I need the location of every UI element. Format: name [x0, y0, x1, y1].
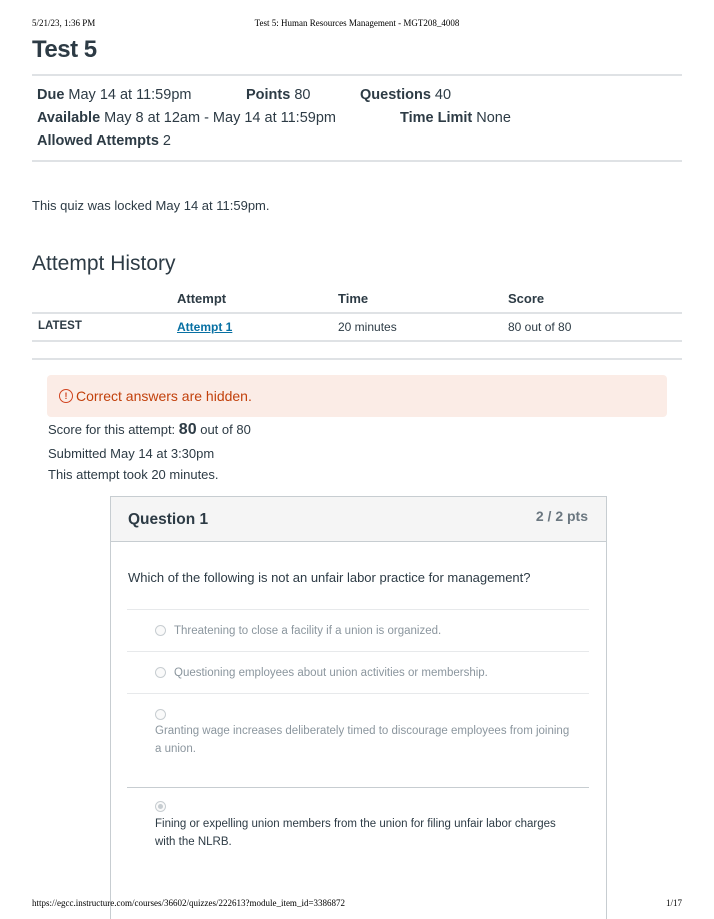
- time-cell: 20 minutes: [338, 320, 397, 334]
- available-label: Available: [37, 110, 101, 126]
- points-value: 80: [294, 87, 311, 103]
- questions-label: Questions: [360, 87, 431, 103]
- table-end-divider: [32, 358, 682, 360]
- table-header-divider: [32, 312, 682, 314]
- locked-message: This quiz was locked May 14 at 11:59pm.: [32, 198, 270, 213]
- print-footer: [32, 898, 682, 912]
- alert-text: Correct answers are hidden.: [76, 388, 252, 404]
- attempt-duration: This attempt took 20 minutes.: [48, 467, 219, 482]
- due-label: Due: [37, 87, 65, 103]
- quiz-title: Test 5: [32, 36, 97, 63]
- question-points: 2 / 2 pts: [535, 508, 588, 524]
- attempt-history-heading: Attempt History: [32, 252, 176, 275]
- question-header: [111, 497, 606, 542]
- details-divider: [32, 160, 682, 162]
- answer-text: Threatening to close a facility if a union is organized.: [174, 625, 442, 637]
- availability: [37, 110, 336, 126]
- answer-divider: [127, 651, 589, 652]
- hidden-answers-alert: [47, 375, 667, 417]
- answer-radio-selected: [155, 801, 166, 812]
- time-limit-value: None: [476, 110, 511, 126]
- print-url: https://egcc.instructure.com/courses/36602/quizzes/222613?module_item_id=3386872: [32, 898, 346, 908]
- answer-radio: [155, 709, 166, 720]
- submitted-time: Submitted May 14 at 3:30pm: [48, 446, 215, 461]
- answer-radio: [155, 667, 166, 678]
- warning-circle-icon: !: [59, 389, 73, 403]
- question-title: Question 1: [128, 511, 209, 528]
- due-date: [37, 87, 191, 103]
- answer-radio: [155, 625, 166, 636]
- allowed-attempts: [37, 133, 171, 149]
- points: [246, 87, 310, 103]
- answer-text: Granting wage increases deliberately timed to discourage employees from joining a union.: [155, 725, 570, 755]
- attempts-value: 2: [162, 133, 171, 149]
- questions-count: [360, 87, 451, 103]
- answer-divider: [127, 609, 589, 610]
- latest-tag: LATEST: [38, 320, 82, 332]
- score-suffix: out of 80: [200, 422, 251, 437]
- column-header-score: Score: [508, 291, 545, 306]
- question-card: [110, 496, 607, 919]
- time-limit-label: Time Limit: [400, 110, 473, 126]
- column-header-time: Time: [338, 291, 369, 306]
- answer-divider: [127, 693, 589, 694]
- column-header-attempt: Attempt: [177, 291, 227, 306]
- score-cell: 80 out of 80: [508, 320, 572, 334]
- questions-value: 40: [434, 87, 452, 103]
- due-value: May 14 at 11:59pm: [68, 87, 192, 103]
- print-page-title: Test 5: Human Resources Management - MGT208_4008: [254, 18, 460, 28]
- score-prefix: Score for this attempt:: [48, 422, 176, 437]
- time-limit: [400, 110, 511, 126]
- points-label: Points: [246, 87, 291, 103]
- available-value: May 8 at 12am - May 14 at 11:59pm: [104, 110, 336, 126]
- answer-text: Questioning employees about union activities or membership.: [174, 667, 488, 679]
- question-text: Which of the following is not an unfair labor practice for management?: [128, 570, 531, 585]
- attempt-link[interactable]: Attempt 1: [177, 320, 233, 334]
- print-date: 5/21/23, 1:36 PM: [32, 18, 96, 28]
- title-divider: [32, 74, 682, 76]
- print-page-number: 1/17: [665, 898, 682, 908]
- attempt-cell: [177, 320, 232, 334]
- print-header: [32, 18, 682, 32]
- answer-divider: [127, 787, 589, 788]
- score-value: 80: [178, 421, 197, 438]
- table-row-divider: [32, 340, 682, 342]
- attempt-score: [48, 421, 251, 439]
- attempts-label: Allowed Attempts: [37, 133, 159, 149]
- answer-text: Fining or expelling union members from the union for filing unfair labor charges with the NLRB.: [155, 818, 556, 848]
